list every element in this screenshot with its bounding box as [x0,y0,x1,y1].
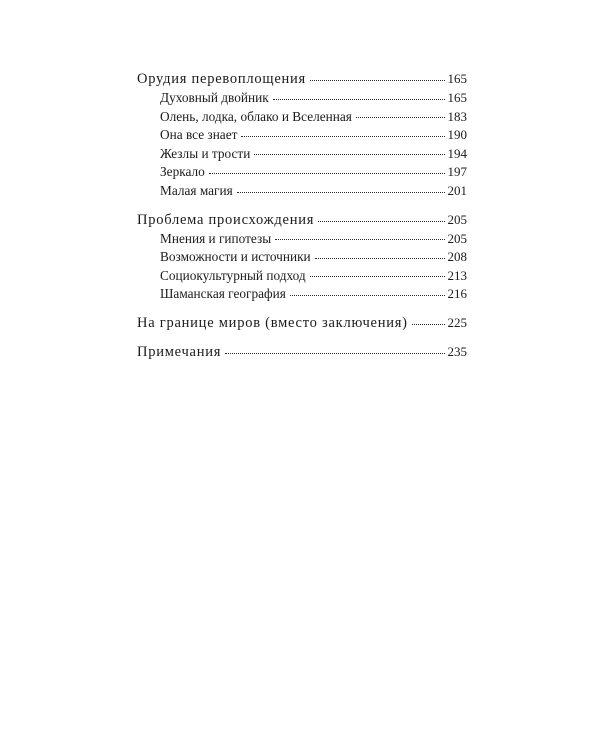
page-number: 208 [447,249,467,265]
subsection-title: Малая магия [160,182,233,198]
chapter-title: Примечания [137,343,222,360]
subsection-title: Мнения и гипотезы [160,230,272,246]
toc-subsection-entry[interactable] [137,108,467,127]
toc-subsection-entry[interactable] [137,267,467,286]
table-of-contents [137,68,467,362]
page-number: 225 [447,314,467,330]
chapter-title: На границе миров (вместо заключения) [137,314,408,331]
subsection-title: Жезлы и трости [160,145,251,161]
toc-section [137,312,467,333]
page-number: 235 [447,343,467,359]
toc-subsection-entry[interactable] [137,126,467,145]
dot-leader [237,191,445,193]
subsection-title: Она все знает [160,127,238,143]
page-number: 190 [447,127,467,143]
dot-leader [273,98,445,100]
dot-leader [318,220,444,222]
subsection-title: Шаманская география [160,286,286,302]
page-number: 165 [447,71,467,86]
page-number: 165 [447,90,467,105]
page-number: 205 [447,230,467,246]
toc-subsection-entry[interactable] [137,230,467,249]
toc-subsection-entry[interactable] [137,89,467,108]
page-number: 216 [447,286,467,302]
subsection-title: Духовный двойник [160,90,269,105]
page-number: 183 [447,108,467,124]
toc-subsection-entry[interactable] [137,145,467,164]
dot-leader [310,79,445,81]
toc-subsection-entry[interactable] [137,182,467,201]
dot-leader [275,238,444,240]
toc-chapter-entry[interactable] [137,68,467,89]
dot-leader [310,275,445,277]
dot-leader [315,257,445,259]
toc-subsection-entry[interactable] [137,285,467,304]
toc-chapter-entry[interactable] [137,341,467,362]
page-number: 205 [447,211,467,227]
subsection-title: Олень, лодка, облако и Вселенная [160,108,352,124]
chapter-title: Проблема происхождения [137,211,315,228]
chapter-title: Орудия перевоплощения [137,71,306,87]
dot-leader [412,323,445,325]
toc-chapter-entry[interactable] [137,312,467,333]
page-number: 194 [447,145,467,161]
dot-leader [356,116,445,118]
toc-section [137,68,467,201]
page-number: 213 [447,267,467,283]
page-number: 197 [447,164,467,180]
toc-subsection-entry[interactable] [137,248,467,267]
page-number: 201 [447,182,467,198]
toc-subsection-entry[interactable] [137,163,467,182]
dot-leader [254,153,444,155]
toc-section [137,209,467,304]
subsection-title: Социокультурный подход [160,267,306,283]
dot-leader [241,135,444,137]
subsection-title: Возможности и источники [160,249,311,265]
toc-section [137,341,467,362]
dot-leader [209,172,445,174]
dot-leader [290,294,445,296]
dot-leader [225,352,444,354]
subsection-title: Зеркало [160,164,205,180]
toc-chapter-entry[interactable] [137,209,467,230]
